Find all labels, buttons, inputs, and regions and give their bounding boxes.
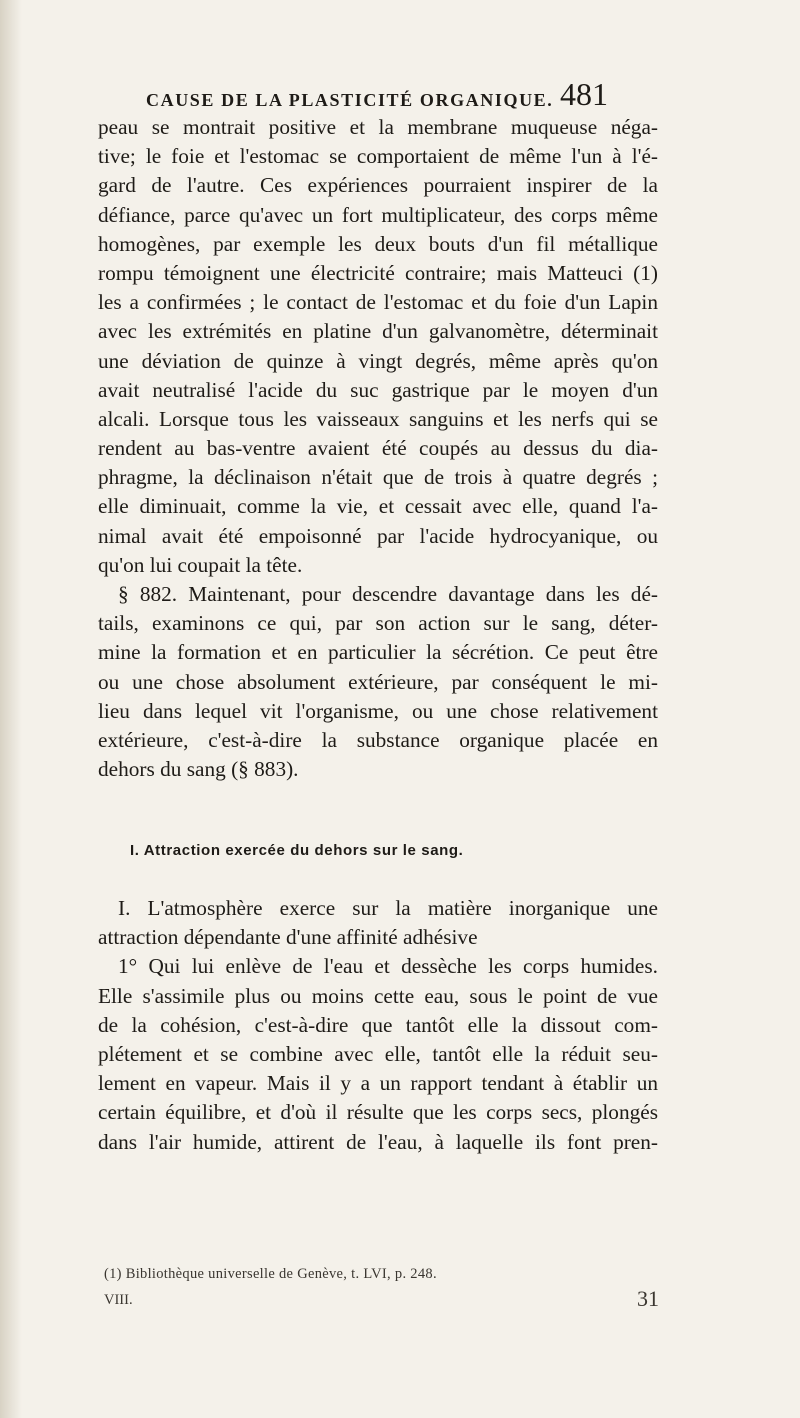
text-line: lieu dans lequel vit l'organisme, ou une chose relativement bbox=[98, 698, 658, 723]
text-line: I. L'atmosphère exerce sur la matière inorganique une bbox=[118, 896, 658, 920]
running-title: CAUSE DE LA PLASTICITÉ ORGANIQUE. bbox=[146, 90, 554, 110]
text-line: plétement et se combine avec elle, tantôt elle la réduit seu- bbox=[98, 1041, 658, 1066]
body-text-continued bbox=[98, 894, 658, 1157]
text-line: elle diminuait, comme la vie, et cessait avec elle, quand l'a- bbox=[98, 494, 658, 519]
text-line: dans l'air humide, attirent de l'eau, à laquelle ils font pren- bbox=[98, 1129, 658, 1154]
page-number: 481 bbox=[560, 76, 608, 112]
text-line: tive; le foie et l'estomac se comportaient de même l'un à l'é- bbox=[98, 144, 658, 169]
text-line: 1° Qui lui enlève de l'eau et dessèche les corps humides. bbox=[118, 954, 658, 979]
text-line: homogènes, par exemple les deux bouts d'un fil métallique bbox=[98, 231, 658, 256]
text-line: de la cohésion, c'est-à-dire que tantôt elle la dissout com- bbox=[98, 1012, 658, 1037]
text-line: défiance, parce qu'avec un fort multiplicateur, des corps même bbox=[98, 202, 658, 227]
text-line: avait neutralisé l'acide du suc gastrique par le moyen d'un bbox=[98, 377, 658, 402]
text-line: rompu témoignent une électricité contraire; mais Matteuci (1) bbox=[98, 260, 658, 285]
text-line: ou une chose absolument extérieure, par conséquent le mi- bbox=[98, 669, 658, 694]
text-line: § 882. Maintenant, pour descendre davantage dans les dé- bbox=[118, 582, 658, 606]
text-line: attraction dépendante d'une affinité adhésive bbox=[98, 925, 478, 950]
text-line: extérieure, c'est-à-dire la substance organique placée en bbox=[98, 727, 658, 752]
page-header bbox=[146, 76, 646, 116]
text-line: dehors du sang (§ 883). bbox=[98, 757, 299, 782]
text-line: qu'on lui coupait la tête. bbox=[98, 552, 303, 577]
text-line: une déviation de quinze à vingt degrés, même après qu'on bbox=[98, 348, 658, 373]
signature-row bbox=[104, 1286, 664, 1318]
text-line: avec les extrémités en platine d'un galvanomètre, déterminait bbox=[98, 319, 658, 344]
text-line: nimal avait été empoisonné par l'acide hydrocyanique, ou bbox=[98, 523, 658, 548]
text-line: tails, examinons ce qui, par son action sur le sang, déter- bbox=[98, 611, 658, 636]
signature-number: 31 bbox=[637, 1286, 659, 1311]
text-line: alcali. Lorsque tous les vaisseaux sanguins et les nerfs qui se bbox=[98, 406, 658, 431]
text-line: gard de l'autre. Ces expériences pourraient inspirer de la bbox=[98, 173, 658, 198]
text-line: Elle s'assimile plus ou moins cette eau, sous le point de vue bbox=[98, 983, 658, 1008]
body-text bbox=[98, 113, 658, 784]
footnote: (1) Bibliothèque universelle de Genève, t. LVI, p. 248. bbox=[104, 1266, 437, 1282]
text-line: certain équilibre, et d'où il résulte que les corps secs, plongés bbox=[98, 1100, 658, 1125]
text-line: mine la formation et en particulier la sécrétion. Ce peut être bbox=[98, 640, 658, 665]
text-line: les a confirmées ; le contact de l'estomac et du foie d'un Lapin bbox=[98, 290, 658, 315]
text-line: lement en vapeur. Mais il y a un rapport tendant à établir un bbox=[98, 1071, 658, 1096]
text-line: rendent au bas-ventre avaient été coupés au dessus du dia- bbox=[98, 436, 658, 461]
text-line: phragme, la déclinaison n'était que de trois à quatre degrés ; bbox=[98, 465, 658, 490]
page-gutter-shadow bbox=[0, 0, 22, 1418]
signature-mark: VIII. bbox=[104, 1292, 133, 1308]
section-heading: I. Attraction exercée du dehors sur le sang. bbox=[130, 842, 464, 859]
text-line: peau se montrait positive et la membrane muqueuse néga- bbox=[98, 115, 658, 139]
